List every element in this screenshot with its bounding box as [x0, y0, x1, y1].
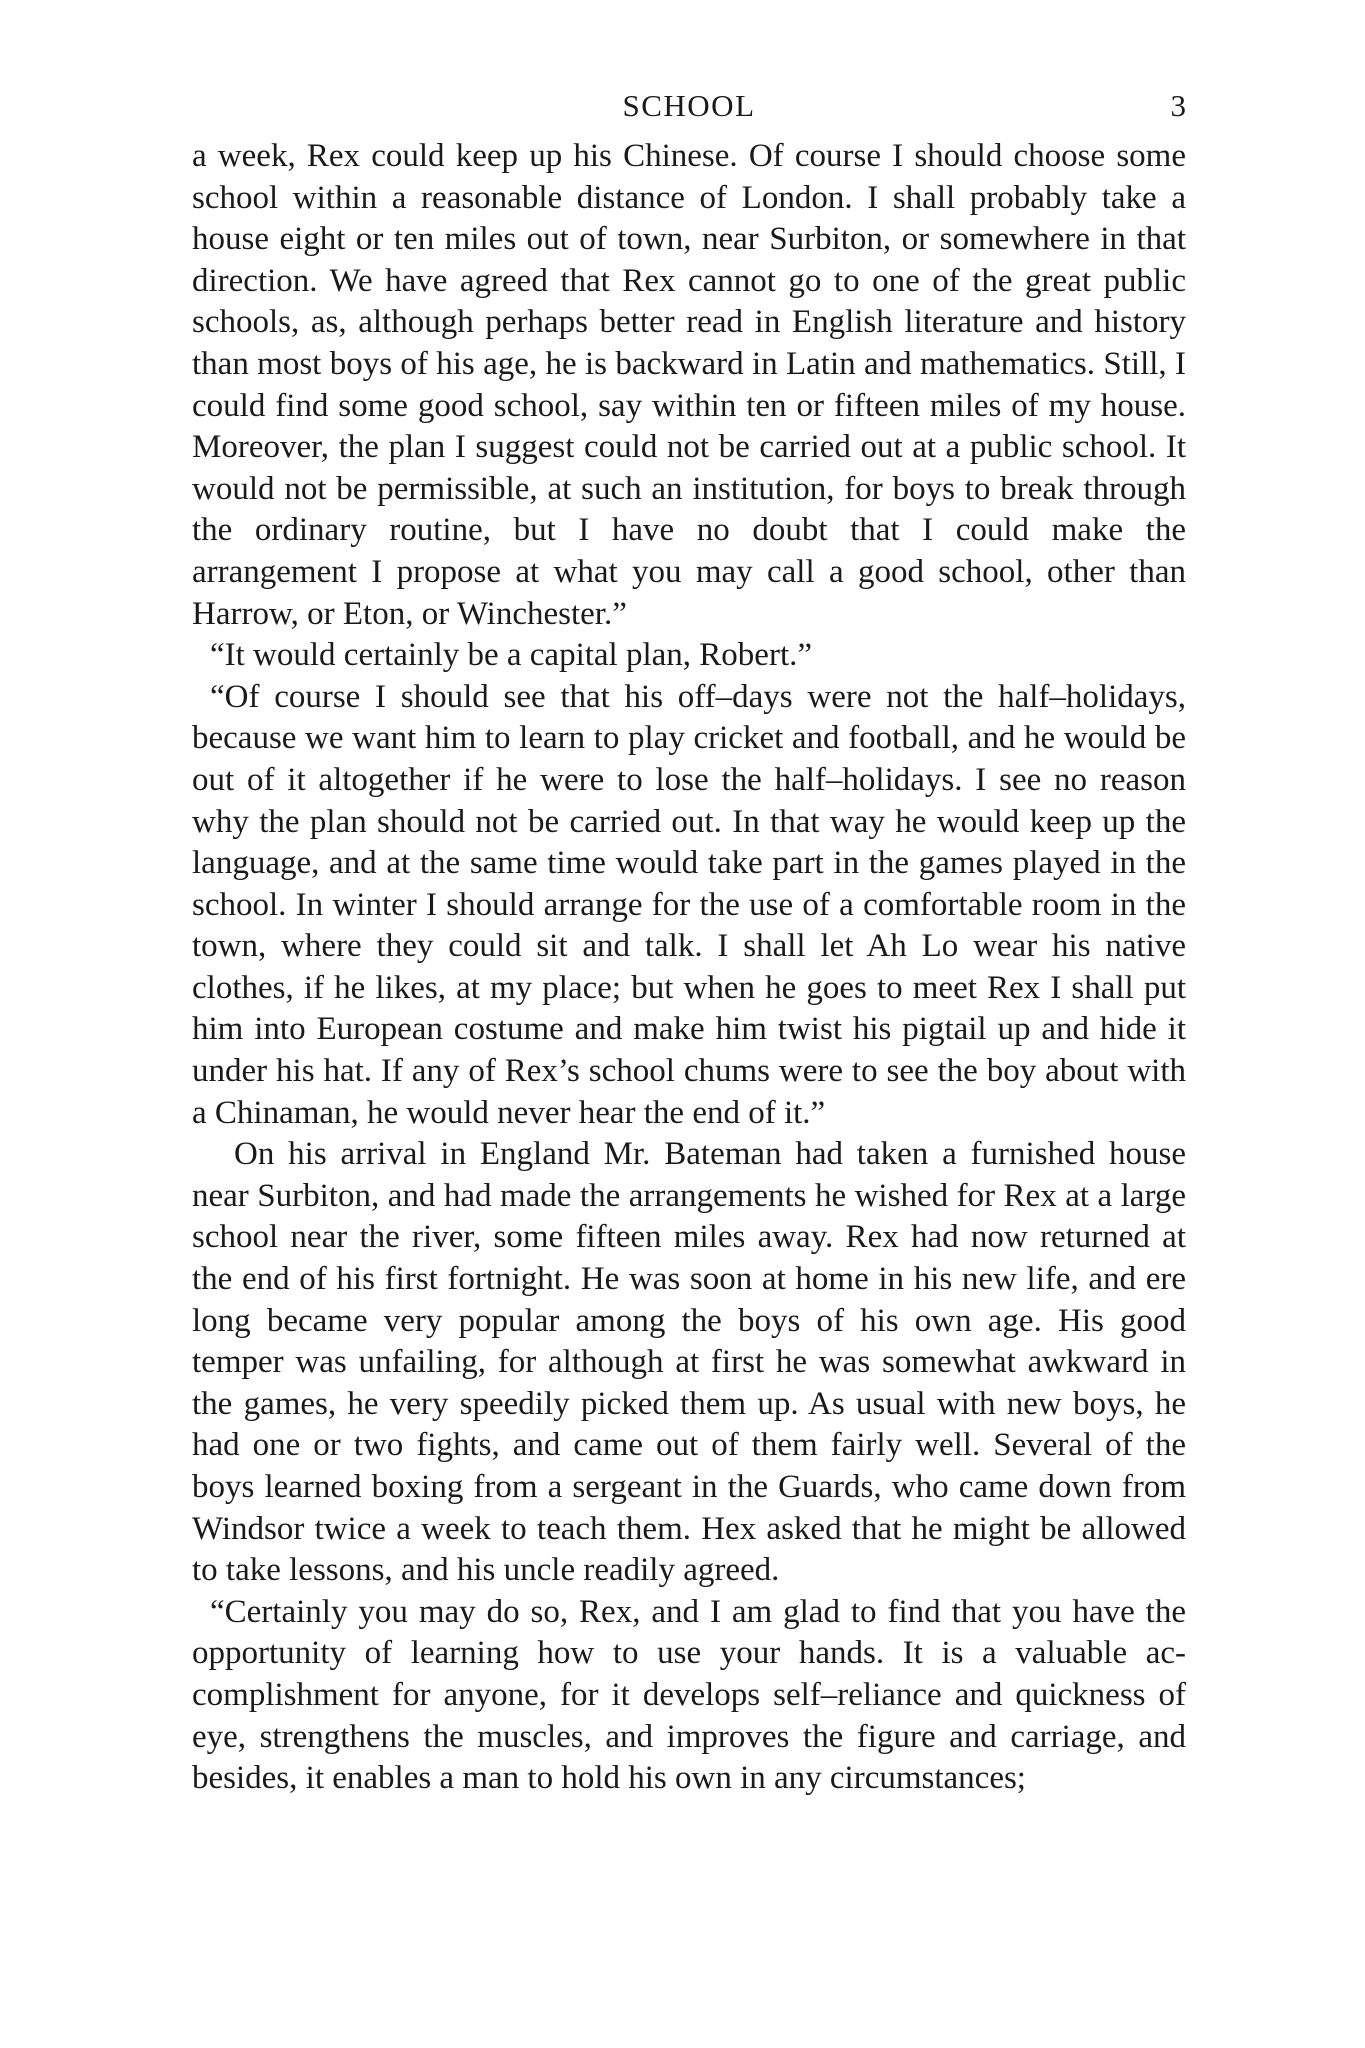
paragraph: “Certainly you may do so, Rex, and I am glad to find that you have the opportunity of learning how to use your hands. It is a valuable accomplishment for anyone, for it develops self–reliance and quickness of eye, strengthens the muscles, and improves the figure and carriage, and besides, it enables a man to hold his own in any circumstances;	[192, 1593, 1186, 1797]
page-number: 3	[1170, 88, 1186, 123]
paragraph: a week, Rex could keep up his Chinese. Of course I should choose some school within a reasonable distance of London. I shall probably take a house eight or ten miles out of town, near Surbiton, or somewhere in that direction. We have agreed that Rex cannot go to one of the great public schools, as, although perhaps better read in English literature and history than most boys of his age, he is backward in Latin and mathematics. Still, I could find some good school, say within ten or fifteen miles of my house. Moreover, the plan I suggest could not be carried out at a public school. It would not be permissible, at such an institution, for boys to break through the ordinary routine, but I have no doubt that I could make the arrangement I propose at what you may call a good school, other than Harrow, or Eton, or Winchester.”	[192, 138, 1186, 632]
book-page	[192, 88, 1186, 1800]
paragraph: “It would certainly be a capital plan, Robert.”	[210, 637, 813, 674]
running-title: SCHOOL	[622, 88, 756, 123]
paragraph: “Of course I should see that his off–days were not the half–holidays, because we want him to learn to play cricket and football, and he would be out of it altogether if he were to lose the half–holidays. I see no reason why the plan should not be carried out. In that way he would keep up the language, and at the same time would take part in the games played in the school. In winter I should arrange for the use of a comfortable room in the town, where they could sit and talk. I shall let Ah Lo wear his native clothes, if he likes, at my place; but when he goes to meet Rex I shall put him into European costume and make him twist his pigtail up and hide it under his hat. If any of Rex’s school chums were to see the boy about with a Chinaman, he would never hear the end of it.”	[192, 678, 1186, 1131]
body-text	[192, 136, 1186, 1800]
paragraph: On his arrival in England Mr. Bateman had taken a furnished house near Surbiton, and had made the arrangements he wished for Rex at a large school near the river, some fifteen miles away. Rex had now returned at the end of his first fortnight. He was soon at home in his new life, and ere long became very popular among the boys of his own age. His good temper was unfailing, for although at first he was somewhat awkward in the games, he very speedily picked them up. As usual with new boys, he had one or two fights, and came out of them fairly well. Several of the boys learned boxing from a sergeant in the Guards, who came down from Windsor twice a week to teach them. Hex asked that he might be allowed to take lessons, and his uncle readily agreed.	[192, 1136, 1186, 1589]
running-head	[192, 88, 1186, 134]
